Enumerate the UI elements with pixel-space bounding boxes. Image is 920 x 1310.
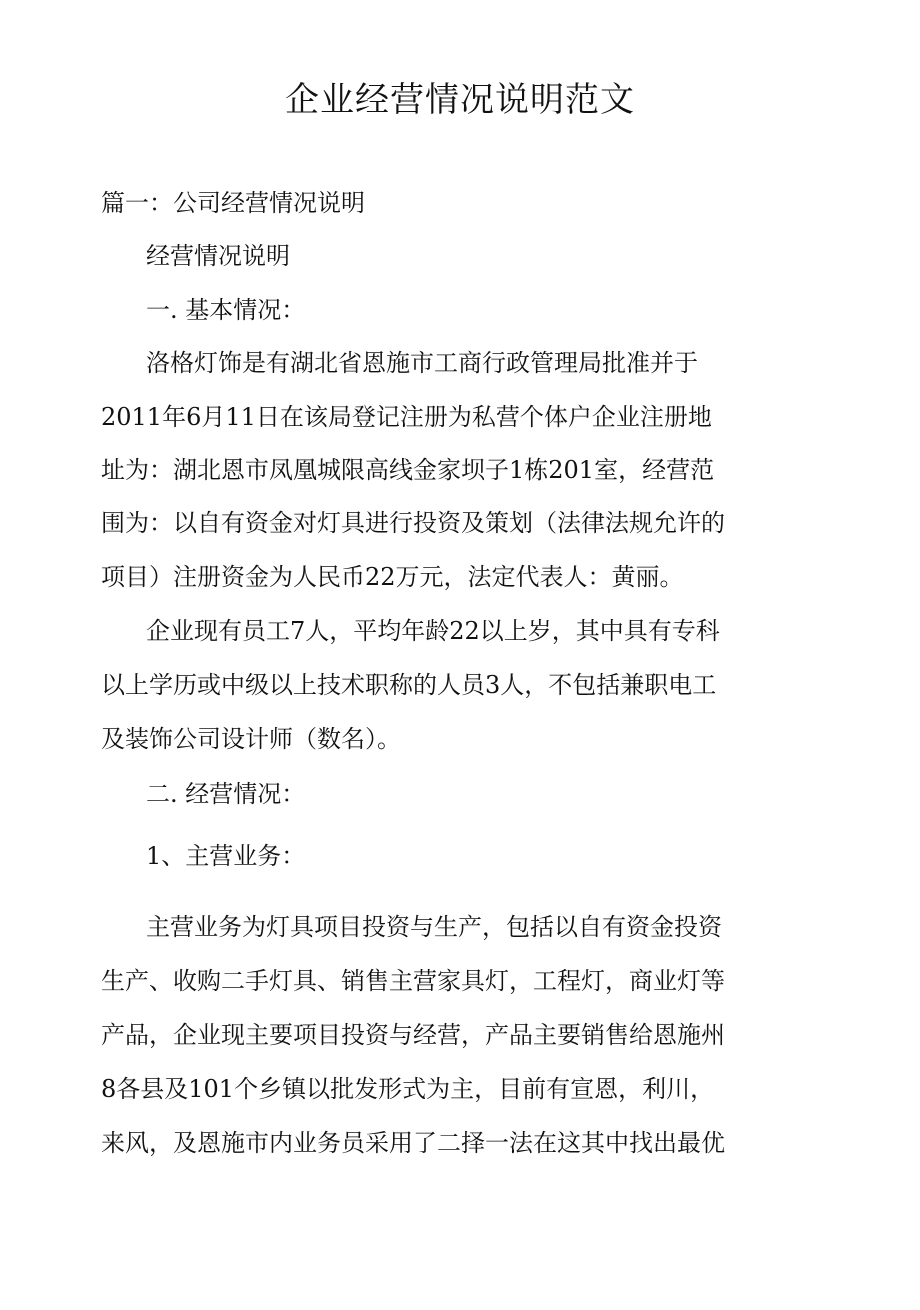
paragraph-line: 及装饰公司设计师（数名）。: [101, 725, 401, 753]
paragraph-line: 生产、收购二手灯具、销售主营家具灯，工程灯，商业灯等: [101, 967, 725, 995]
subtitle-business-description: 经营情况说明: [146, 242, 290, 270]
paragraph-line: 8各县及101个乡镇以批发形式为主，目前有宣恩，利川，: [101, 1075, 715, 1103]
heading-business-status: 二. 经营情况：: [146, 780, 306, 808]
heading-main-business: 1、主营业务：: [146, 842, 306, 870]
paragraph-line: 洛格灯饰是有湖北省恩施市工商行政管理局批准并于: [146, 349, 698, 377]
paragraph-line: 项目）注册资金为人民币22万元，法定代表人：黄丽。: [101, 563, 684, 591]
heading-basic-info: 一. 基本情况：: [146, 296, 306, 324]
paragraph-line: 产品，企业现主要项目投资与经营，产品主要销售给恩施州: [101, 1021, 725, 1049]
section-heading-part-one: 篇一：公司经营情况说明: [101, 189, 365, 217]
paragraph-line: 以上学历或中级以上技术职称的人员3人，不包括兼职电工: [101, 671, 717, 699]
paragraph-line: 2011年6月11日在该局登记注册为私营个体户企业注册地: [101, 403, 712, 431]
document-title: 企业经营情况说明范文: [285, 80, 635, 120]
paragraph-line: 企业现有员工7人，平均年龄22以上岁，其中具有专科: [146, 617, 720, 645]
paragraph-line: 来风，及恩施市内业务员采用了二择一法在这其中找出最优: [101, 1129, 725, 1157]
paragraph-line: 址为：湖北恩市凤凰城限高线金家坝子1栋201室，经营范: [101, 456, 715, 484]
paragraph-line: 围为：以自有资金对灯具进行投资及策划（法律法规允许的: [101, 509, 725, 537]
paragraph-line: 主营业务为灯具项目投资与生产，包括以自有资金投资: [146, 913, 722, 941]
